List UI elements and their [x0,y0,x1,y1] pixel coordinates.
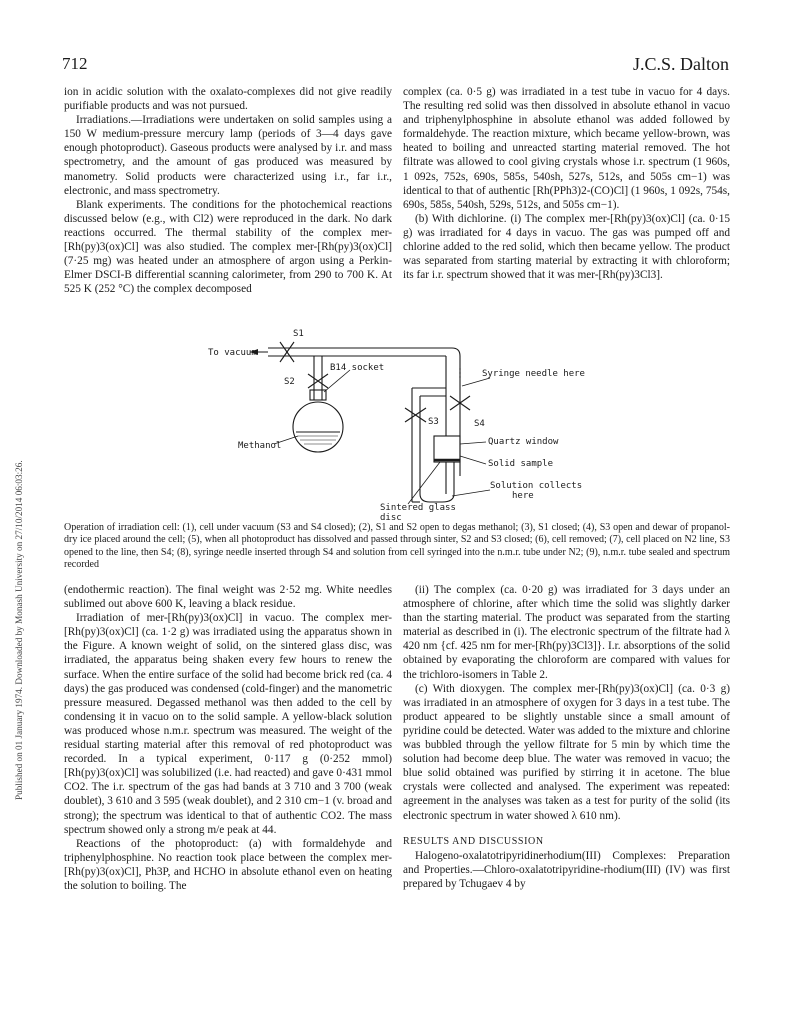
label-b14-socket: B14 socket [330,363,385,373]
label-to-vacuum: To vacuum [208,348,257,358]
label-s1: S1 [293,329,304,339]
paragraph: ion in acidic solution with the oxalato-complexes did not give readily purifiable products and was not pursued. [64,86,392,113]
running-head: J.C.S. Dalton [632,54,729,74]
label-methanol: Methanol [238,441,282,451]
b14-leader [324,370,350,392]
paragraph: Blank experiments. The conditions for the photochemical reactions discussed below (e.g., with Cl2) were reproduced in the dark. No dark reactions occurred. The thermal stability of the complex mer-[Rh(py)3(ox)Cl] was also studied. The complex mer-[Rh(py)3(ox)Cl] (7·25 mg) was heated under an atmosphere of argon using a Perkin-Elmer DSCI-B differential scanning calorimeter, from 290 to 700 K. At 525 K (252 °C) the complex decomposed [64,198,392,296]
quartz-leader [460,442,486,444]
paragraph: Irradiations.—Irradiations were undertaken on solid samples using a 150 W medium-pressure mercury lamp (periods of 3—4 days gave enough photoproduct). Gaseous products were analysed by i.r. and mass spectrometry, and the amount of gas produced was measured by manometry. Solid products were characterized using i.r., far i.r., electronic, and mass spectrometry. [64,114,392,197]
solid-leader [460,456,486,464]
b14-socket-joint [310,390,326,400]
publication-sidebar [2,160,24,800]
figure-caption [64,522,730,572]
quartz-window-chamber [434,436,460,462]
methanol-hatch [298,436,338,444]
syringe-leader [462,378,490,386]
paragraph: (endothermic reaction). The final weight was 2·52 mg. White needles sublimed out above 600 K, leaving a black residue. [64,584,392,611]
label-sintered-glass: Sintered glass [380,503,456,513]
paragraph: Reactions of the photoproduct: (a) with formaldehyde and triphenylphosphine. No reaction took place between the complex mer-[Rh(py)3(ox)Cl], Ph3P, and HCHO in absolute ethanol even on heating the solution to boiling. The [64,837,392,892]
paragraph: Irradiation of mer-[Rh(py)3(ox)Cl] in vacuo. The complex mer-[Rh(py)3(ox)Cl] (ca. 1·2 g) was irradiated using the apparatus shown in the Figure. A known weight of solid, on the sintered glass disc, was irradiated, the apparatus being shaken every few hours to renew the surface. When the entire surface of the solid had become brick red (ca. 4 days) the gas produced was condensed (cold-finger) and the manometric pressure measured. Degassed methanol was then added to the cell by condensing it in vacuo on to the solid sample. A yellow-black solution was produced whose n.m.r. spectrum was measured. The weight of the residual starting material after this removal of red photoproduct was recorded. In a typical experiment, 0·117 g (0·252 mmol) [Rh(py)3(ox)Cl] was solubilized (i.e. had reacted) and gave 0·431 mmol CO2. The i.r. spectrum of the gas had bands at 3 710 and 3 700 (weak doublet), 3 610 and 3 595 (weak doublet), and 2 310 cm−1 (v. broad and strong); the spectrum was identical to that of authentic CO2. The mass spectrum showed only a strong m/e peak at 44. [64,612,392,836]
paragraph: complex (ca. 0·5 g) was irradiated in a test tube in vacuo for 4 days. The resulting red solid was then dissolved in absolute ethanol in vacuo and triphenylphosphine in absolute ethanol was added followed by formaldehyde. The reaction mixture, which became yellow-brown, was heated to boiling and unreacted starting material removed. The hot filtrate was allowed to cool giving crystals whose i.r. spectrum (1 960s, 1 092s, 752s, 690s, 585s, 540sh, 527s, 512s, and 505s cm−1) was identical to that of authentic [Rh(PPh3)2-(CO)Cl] (1 960s, 1 092s, 754s, 690s, 585s, 540sh, 529s, 512s, and 505s cm−1). [403,86,730,211]
label-sintered-disc: disc [380,513,402,522]
left-column-bottom [64,583,392,893]
paragraph: (c) With dioxygen. The complex mer-[Rh(py)3(ox)Cl] (ca. 0·3 g) was irradiated in an atmosphere of oxygen for 3 days in a test tube. The product appeared to be slightly unstable since a small amount of pyridine could be detected. Water was added to the mixture and chlorine was bubbled through the yellow filtrate for 5 min by which time the solution had become deep blue. The water was removed in vacuo; the blue solid obtained was purified by stirring it in acetone. The blue crystals were collected and analysed. The experiment was repeated: agreement in the analyses was taken as a test for purity of the solid (its electronic spectrum in water showed λ 610 nm). [403,682,731,822]
label-quartz-window: Quartz window [488,437,559,447]
right-column-top [403,85,730,282]
sinter-leader [408,462,440,504]
irradiation-cell-figure [190,326,610,522]
label-s2: S2 [284,377,295,387]
label-s3: S3 [428,417,439,427]
label-solution-collects: Solution collects [490,481,583,491]
solution-leader [452,490,490,496]
sidebar-note-text: Published on 01 January 1974. Downloaded by Monash University on 27/10/2014 06:03:26. [14,460,24,800]
manifold-bend [452,348,460,368]
collection-bulb [420,494,454,502]
paragraph: (b) With dichlorine. (i) The complex mer-[Rh(py)3(ox)Cl] (ca. 0·15 g) was irradiated for 4 days in vacuo. The gas was pumped off and chlorine added to the red solid, which then became yellow. The product was separated from starting material by extracting it with chloroform; its far i.r. spectrum showed that it was mer-[Rh(py)3Cl3]. [403,212,730,282]
paragraph: Halogeno-oxalatotripyridinerhodium(III) Complexes: Preparation and Properties.—Chloro-oxalatotripyridine-rhodium(III) (IV) was first prepared by Tchugaev 4 by [403,849,730,890]
right-column-bottom [403,583,730,891]
caption-text: Operation of irradiation cell: (1), cell under vacuum (S3 and S4 closed); (2), S1 and S2 open to degas methanol; (3), S1 closed; (4), S3 open and dewar of propanol-dry ice placed around the cell; (5), when all photoproduct has dissolved and passed through sinter, S2 and S3 closed; (6), cell removed; (7), cell placed on N2 line, S3 opened to the line, then S4; (8), syringe needle inserted through S4 and solution from cell syringed into the n.m.r. tube under N2; (9), n.m.r. tube sealed and spectrum recorded [64,522,730,571]
label-s4: S4 [474,419,485,429]
label-syringe-needle: Syringe needle here [482,369,585,379]
label-solid-sample: Solid sample [488,459,554,469]
left-column-top [64,85,392,296]
page-number: 712 [62,54,88,73]
section-heading: RESULTS AND DISCUSSION [403,835,544,847]
apparatus-diagram [190,326,610,522]
label-solution-here: here [512,491,534,501]
methanol-flask [293,402,343,452]
paragraph: (ii) The complex (ca. 0·20 g) was irradiated for 3 days under an atmosphere of chlorine, after which time the solid was slightly darker than the starting material. The product was separated from the starting material as described in (i). The electronic spectrum of the filtrate had λ 420 nm {cf. 425 nm for mer-[Rh(py)3Cl3]}. I.r. absorptions of the solid obtained by evaporating the chloroform are compared with values for the trichloro-isomers in Table 2. [403,584,730,681]
